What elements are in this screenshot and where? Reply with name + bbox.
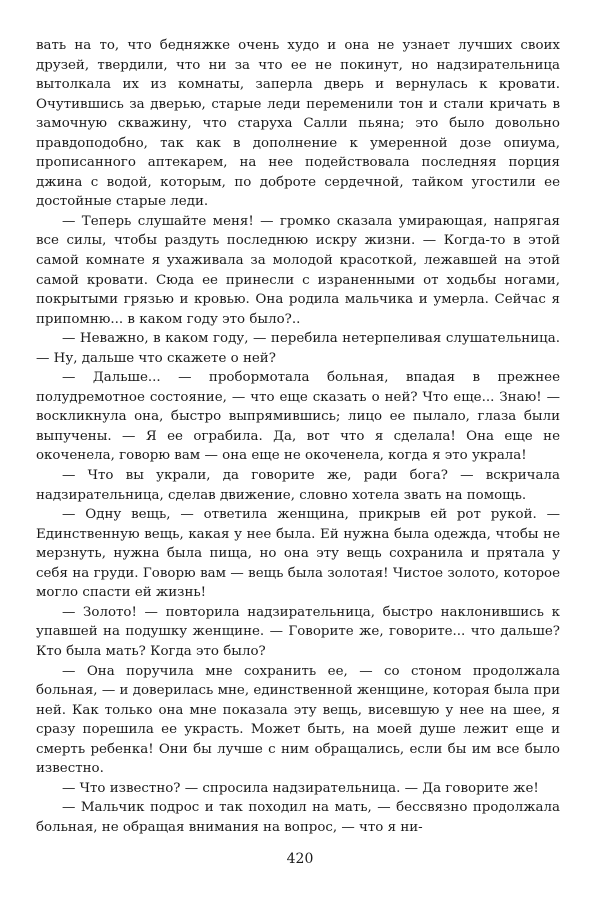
paragraph: — Дальше... — пробормотала больная, впадая в прежнее полудремотное состояние, — что еще сказать о ней? Что еще... Знаю! — воскликнула она, быстро выпрямившись; лицо ее пылало, глаза были выпучены. — Я ее ограбила. Да, вот что я сделала! Она еще не окоченела, говорю вам — она еще не окоченела, когда я это украла! bbox=[36, 370, 560, 464]
paragraph: — Неважно, в каком году, — перебила нетерпеливая слушательница. — Ну, дальше что скажете о ней? bbox=[36, 331, 560, 366]
page-text bbox=[36, 36, 560, 837]
paragraph: — Одну вещь, — ответила женщина, прикрыв ей рот рукой. — Единственную вещь, какая у нее была. Ей нужна была одежда, чтобы не мерзнуть, нужна была пища, но она эту вещь сохранила и прятала у себя на груди. Говорю вам — вещь была золотая! Чистое золото, которое могло спасти ей жизнь! bbox=[36, 507, 560, 601]
paragraph: — Что вы украли, да говорите же, ради бога? — вскричала надзирательница, сделав движение, словно хотела звать на помощь. bbox=[36, 468, 560, 503]
page-number: 420 bbox=[286, 851, 314, 867]
paragraph: — Она поручила мне сохранить ее, — со стоном продолжала больная, — и доверилась мне, единственной женщине, которая была при ней. Как только она мне показала эту вещь, висевшую у нее на шее, я сразу порешила ее украсть. Может быть, на моей душе лежит еще и смерть ребенка! Они бы лучше с ним обращались, если бы им все было известно. bbox=[36, 663, 560, 777]
paragraph: вать на то, что бедняжке очень худо и она не узнает лучших своих друзей, твердили, что ни за что ее не покинут, но надзирательница вытолкала их из комнаты, заперла дверь и вернулась к кровати. Очутившись за дверью, старые леди переменили тон и стали кричать в замочную скважину, что старуха Салли пьяна; это было довольно правдоподобно, так как в дополнение к умеренной дозе опиума, прописанного аптекарем, на нее подействовала последняя порция джина с водой, которым, по доброте сердечной, тайком угостили ее достойные старые леди. bbox=[36, 38, 560, 210]
paragraph: — Что известно? — спросила надзирательница. — Да говорите же! bbox=[62, 780, 539, 796]
paragraph: — Мальчик подрос и так походил на мать, — бессвязно продолжала больная, не обращая внимания на вопрос, — что я ни- bbox=[36, 800, 560, 835]
paragraph: — Теперь слушайте меня! — громко сказала умирающая, напрягая все силы, чтобы раздуть последнюю искру жизни. — Когда-то в этой самой комнате я ухаживала за молодой красоткой, лежавшей на этой самой кровати. Сюда ее принесли с израненными от ходьбы ногами, покрытыми грязью и кровью. Она родила мальчика и умерла. Сейчас я припомню... в каком году это было?.. bbox=[36, 213, 560, 327]
paragraph: — Золото! — повторила надзирательница, быстро наклонившись к упавшей на подушку женщине. — Говорите же, говорите... что дальше? Кто была мать? Когда это было? bbox=[36, 604, 560, 659]
